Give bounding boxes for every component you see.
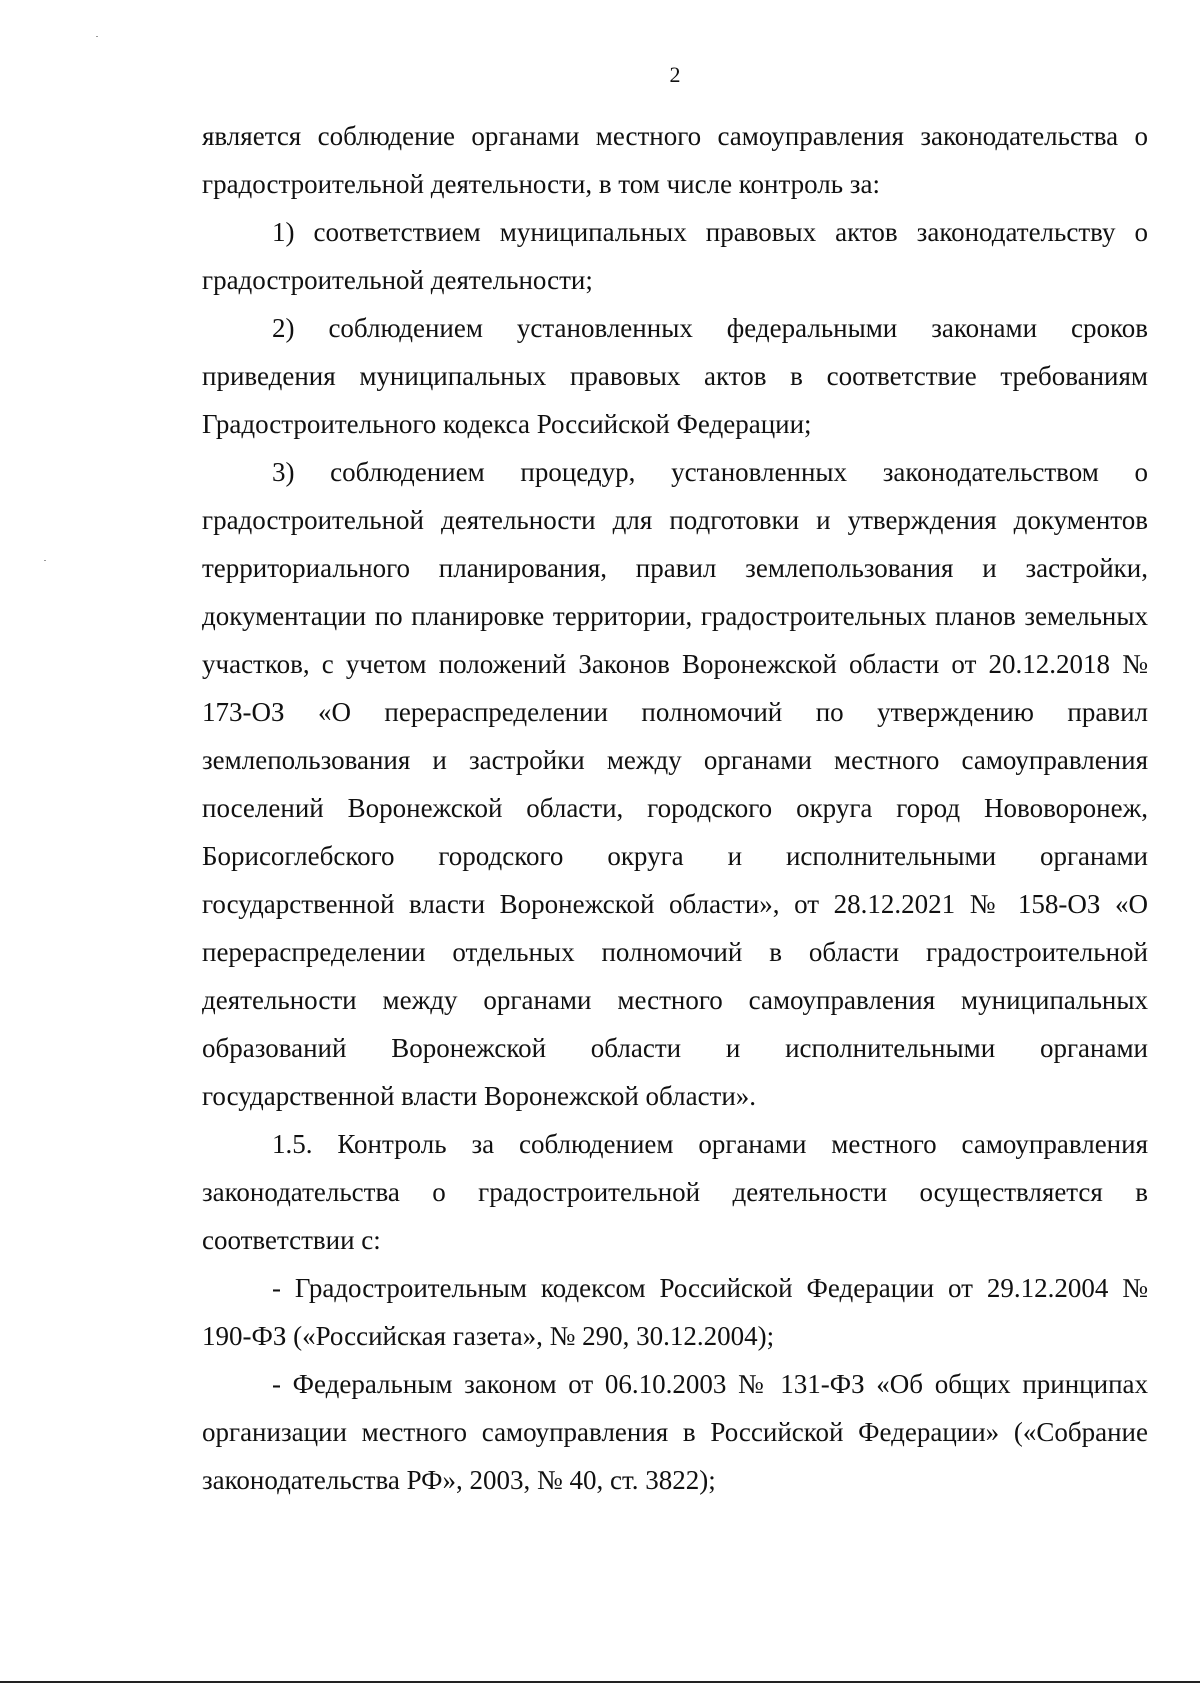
paragraph-bullet-grk: - Градостроительным кодексом Российской Федерации от 29.12.2004 № 190-ФЗ («Российская газета», № 290, 30.12.2004); xyxy=(202,1273,1148,1351)
scan-speck xyxy=(44,560,46,561)
scan-speck xyxy=(96,36,98,37)
paragraph-item-2: 2) соблюдением установленных федеральными законами сроков приведения муниципальных правовых актов в соответствие требованиям Градостроительного кодекса Российской Федерации; xyxy=(202,313,1148,439)
document-body xyxy=(202,112,1148,1504)
paragraph-continuation: является соблюдение органами местного самоуправления законодательства о градостроительной деятельности, в том числе контроль за: xyxy=(202,121,1148,199)
paragraph-section-1-5: 1.5. Контроль за соблюдением органами местного самоуправления законодательства о градостроительной деятельности осуществляется в соответствии с: xyxy=(202,1129,1148,1255)
page-number: 2 xyxy=(669,62,681,87)
paragraph-bullet-131-fz: - Федеральным законом от 06.10.2003 № 131-ФЗ «Об общих принципах организации местного самоуправления в Российской Федерации» («Собрание законодательства РФ», 2003, № 40, ст. 3822); xyxy=(202,1369,1148,1495)
paragraph-item-1: 1) соответствием муниципальных правовых актов законодательству о градостроительной деятельности; xyxy=(202,217,1148,295)
paragraph-item-3: 3) соблюдением процедур, установленных законодательством о градостроительной деятельности для подготовки и утверждения документов территориального планирования, правил землепользования и застройки, документации по планировке территории, градостроительных планов земельных участков, с учетом положений Законов Воронежской области от 20.12.2018 № 173-ОЗ «О перераспределении полномочий по утверждению правил землепользования и застройки между органами местного самоуправления поселений Воронежской области, городского округа город Нововоронеж, Борисоглебского городского округа и исполнительными органами государственной власти Воронежской области», от 28.12.2021 № 158-ОЗ «О перераспределении отдельных полномочий в области градостроительной деятельности между органами местного самоуправления муниципальных образований Воронежской области и исполнительными органами государственной власти Воронежской области». xyxy=(202,457,1148,1111)
scan-edge-line xyxy=(0,1681,1200,1683)
